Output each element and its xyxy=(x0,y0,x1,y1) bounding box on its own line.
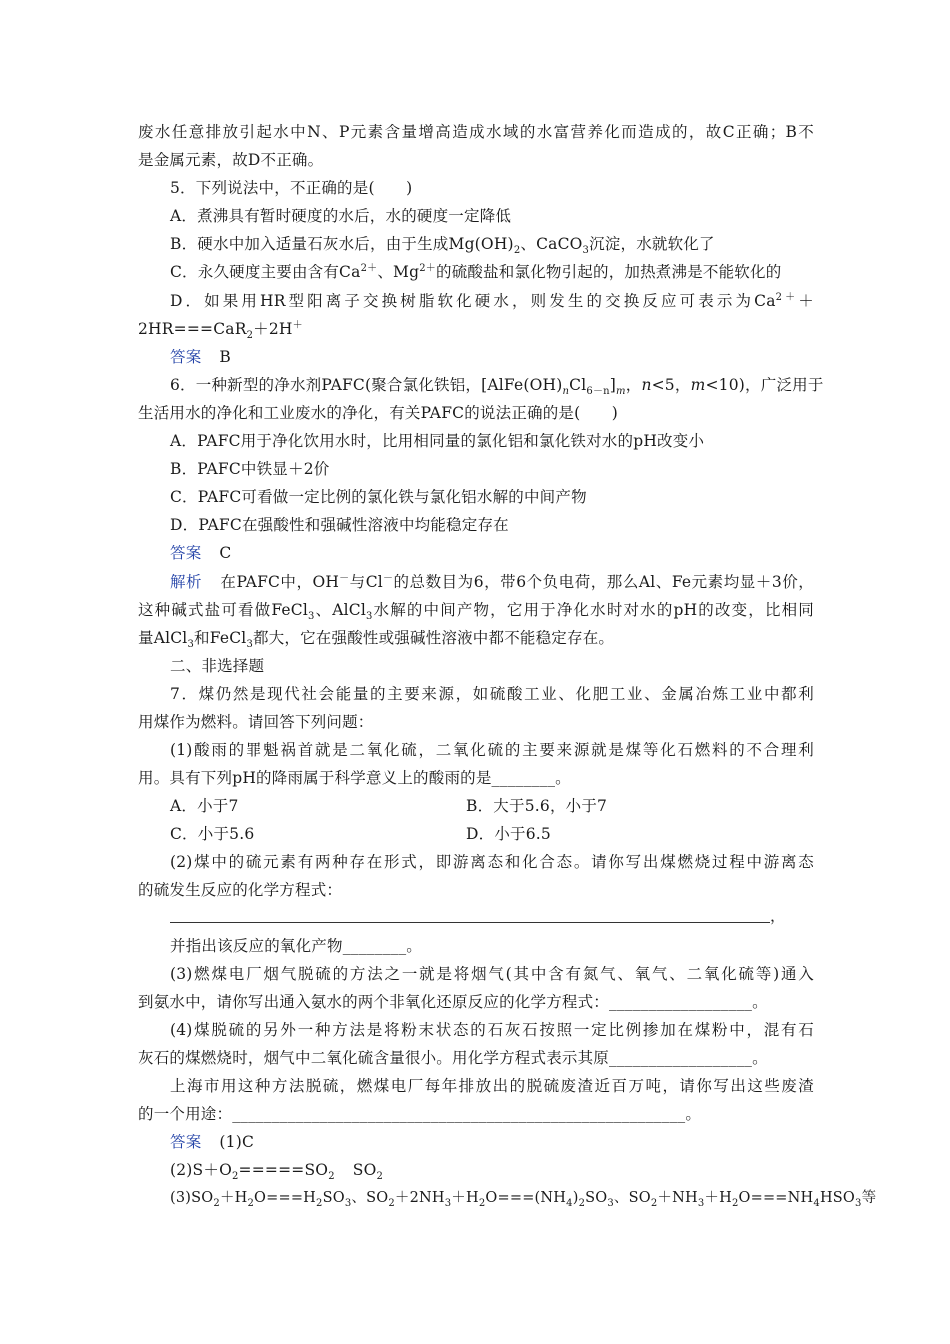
q6-stem-line-2: 生活用水的净化和工业废水的净化，有关PAFC的说法正确的是( ) xyxy=(138,404,619,422)
q5-option-a: A．煮沸具有暂时硬度的水后，水的硬度一定降低 xyxy=(170,207,512,225)
q6-explanation-line-3: 量AlCl$_3$和FeCl$_3$都大，它在强酸性或强碱性溶液中都不能稳定存在。 xyxy=(138,629,615,651)
q7-part2-line-3: 并指出该反应的氧化产物________。 xyxy=(170,937,423,955)
q7-stem-line-1: 7．煤仍然是现代社会能量的主要来源，如硫酸工业、化肥工业、金属冶炼工业中都利 xyxy=(170,685,814,703)
q7-part3-line-1: (3)燃煤电厂烟气脱硫的方法之一就是将烟气(其中含有氮气、氧气、二氧化硫等)通入 xyxy=(170,965,814,983)
prev-explanation-line-2: 是金属元素，故D不正确。 xyxy=(138,151,324,169)
q5-stem: 5．下列说法中，不正确的是( ) xyxy=(170,179,413,197)
q7-answer-1: 答案 (1)C xyxy=(170,1133,255,1151)
q7-part2-line-2: 的硫发生反应的化学方程式： xyxy=(138,881,343,899)
q7-answer-2: $(2)S+O_2=====SO_2$ $SO_2$ xyxy=(170,1161,384,1183)
q6-option-c: C．PAFC可看做一定比例的氯化铁与氯化铝水解的中间产物 xyxy=(170,488,587,506)
q7-part5-line-2: 的一个用途：_________________________________________________________。 xyxy=(138,1105,702,1123)
q6-option-b: B．PAFC中铁显＋2价 xyxy=(170,460,330,478)
q7-part5-line-1: 上海市用这种方法脱硫，燃煤电厂每年排放出的脱硫废渣近百万吨，请你写出这些废渣 xyxy=(170,1077,814,1095)
q6-explanation-line-1: 解析 在PAFC中，OH－与Cl－的总数目为6，带6个负电荷，那么Al、Fe元素均显＋3价， xyxy=(170,572,814,591)
q6-option-d: D．PAFC在强酸性和强碱性溶液中均能稳定存在 xyxy=(170,516,509,534)
q7-options-row-2 xyxy=(170,823,551,845)
q6-option-a: A．PAFC用于净化饮用水时，比用相同量的氯化铝和氯化铁对水的pH改变小 xyxy=(170,432,705,450)
q7-part3-line-2: 到氨水中，请你写出通入氨水的两个非氧化还原反应的化学方程式：__________________。 xyxy=(138,993,768,1011)
q7-option-b: B．大于5.6，小于7 xyxy=(466,797,608,815)
answer-blank-line[interactable] xyxy=(170,906,770,923)
prev-explanation-line-1: 废水任意排放引起水中N、P元素含量增高造成水域的水富营养化而造成的，故C正确；B不 xyxy=(138,123,814,141)
q5-option-c: C．永久硬度主要由含有$Ca^{2+}$、$Mg^{2+}$的硫酸盐和氯化物引起的，加热煮沸是不能软化的 xyxy=(170,262,782,281)
q7-part4-line-1: (4)煤脱硫的另外一种方法是将粉末状态的石灰石按照一定比例掺加在煤粉中，混有石 xyxy=(170,1021,814,1039)
section-heading: 二、非选择题 xyxy=(170,657,265,675)
q7-option-a: A．小于7 xyxy=(170,797,239,815)
q6-answer: 答案 C xyxy=(170,544,232,562)
q7-part2-answer-blank: ， xyxy=(170,905,786,927)
q7-part1-line-1: (1)酸雨的罪魁祸首就是二氧化硫，二氧化硫的主要来源就是煤等化石燃料的不合理利 xyxy=(170,741,814,759)
q7-options-row-1 xyxy=(170,795,608,817)
q7-part1-line-2: 用。具有下列pH的降雨属于科学意义上的酸雨的是________。 xyxy=(138,769,571,787)
q5-answer: 答案 B xyxy=(170,348,231,366)
q7-option-c: C．小于5.6 xyxy=(170,825,255,843)
q7-part2-line-1: (2)煤中的硫元素有两种存在形式，即游离态和化合态。请你写出煤燃烧过程中游离态 xyxy=(170,853,814,871)
q5-option-d-line-1: D．如果用HR型阳离子交换树脂软化硬水，则发生的交换反应可表示为$Ca^{2+}+$ xyxy=(170,291,814,310)
q6-stem-line-1: 6．一种新型的净水剂PAFC(聚合氯化铁铝，$[AlFe(OH)_nCl_{6-n}]_m$，n<5，m<10)，广泛用于 xyxy=(170,376,824,398)
q7-answer-3: $(3)SO_2+H_2O===H_2SO_3$、$SO_2+2NH_3+H_2O===(NH_4)_2SO_3$、$SO_2+NH_3+H_2O===NH_4HSO_3$等 xyxy=(170,1190,877,1209)
q5-option-b: B．硬水中加入适量石灰水后，由于生成$Mg(OH)_2$、CaCO$_3$沉淀，水就软化了 xyxy=(170,235,715,257)
q5-option-d-line-2: 2HR===CaR$_2$＋2H＋ xyxy=(138,319,303,342)
q7-option-d: D．小于6.5 xyxy=(466,825,551,843)
q7-stem-line-2: 用煤作为燃料。请回答下列问题： xyxy=(138,713,374,731)
q6-explanation-line-2: 这种碱式盐可看做FeCl$_3$、AlCl$_3$水解的中间产物，它用于净化水时对水的pH的改变，比相同 xyxy=(138,601,815,623)
q7-part4-line-2: 灰石的煤燃烧时，烟气中二氧化硫含量很小。用化学方程式表示其原__________________。 xyxy=(138,1049,768,1067)
